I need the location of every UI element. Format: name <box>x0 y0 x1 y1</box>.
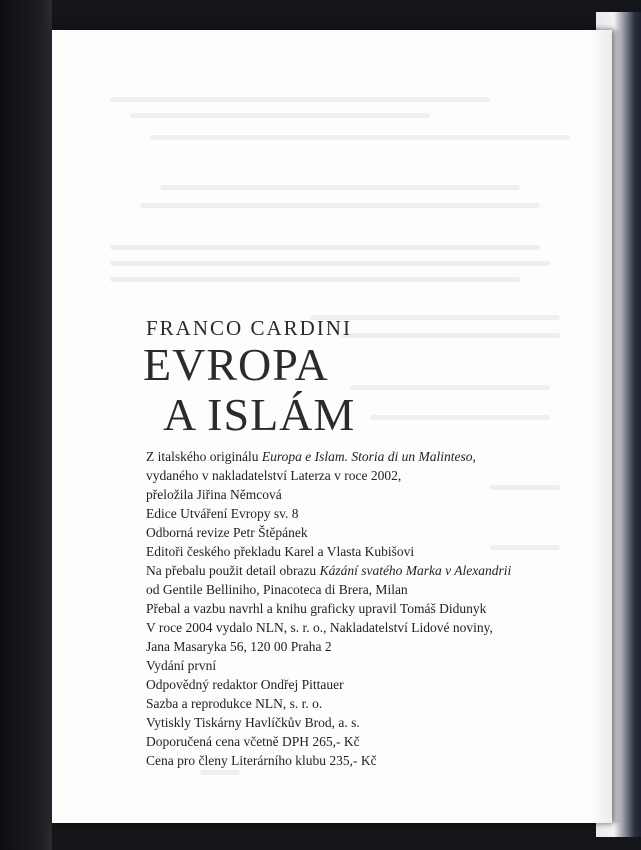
colophon-line: V roce 2004 vydalo NLN, s. r. o., Nakladatelství Lidové noviny, <box>146 620 493 635</box>
colophon-line: Odpovědný redaktor Ondřej Pittauer <box>146 677 344 692</box>
colophon-line: Editoři českého překladu Karel a Vlasta Kubišovi <box>146 544 415 559</box>
colophon-line: Vydání první <box>146 658 217 673</box>
original-title: Europa e Islam. Storia di un Malinteso, <box>261 449 476 464</box>
page-gutter-shadow <box>590 30 620 823</box>
scan-background-left <box>0 0 52 850</box>
colophon <box>146 447 586 770</box>
colophon-line: vydaného v nakladatelství Laterza v roce 2002, <box>146 468 402 483</box>
colophon-line: Cena pro členy Literárního klubu 235,- Kč <box>146 753 377 768</box>
painting-title: Kázání svatého Marka v Alexandrii <box>319 563 512 578</box>
colophon-line: Doporučená cena včetně DPH 265,- Kč <box>146 734 360 749</box>
book-title-line-2: A ISLÁM <box>163 389 356 440</box>
colophon-line: Jana Masaryka 56, 120 00 Praha 2 <box>146 639 332 654</box>
author-name: FRANCO CARDINI <box>146 316 352 340</box>
colophon-line: Vytiskly Tiskárny Havlíčkův Brod, a. s. <box>146 715 360 730</box>
colophon-line: Edice Utváření Evropy sv. 8 <box>146 506 299 521</box>
colophon-line: Odborná revize Petr Štěpánek <box>146 525 308 540</box>
colophon-line: Přebal a vazbu navrhl a knihu graficky upravil Tomáš Didunyk <box>146 601 487 616</box>
colophon-line: Z italského originálu Europa e Islam. Storia di un Malinteso, <box>146 449 476 464</box>
colophon-line: přeložila Jiřina Němcová <box>146 487 282 502</box>
colophon-line: Na přebalu použit detail obrazu Kázání svatého Marka v Alexandrii <box>146 563 512 578</box>
colophon-line: od Gentile Belliniho, Pinacoteca di Brera, Milan <box>146 582 408 597</box>
colophon-line: Sazba a reprodukce NLN, s. r. o. <box>146 696 323 711</box>
book-title-line-1: EVROPA <box>143 339 329 390</box>
